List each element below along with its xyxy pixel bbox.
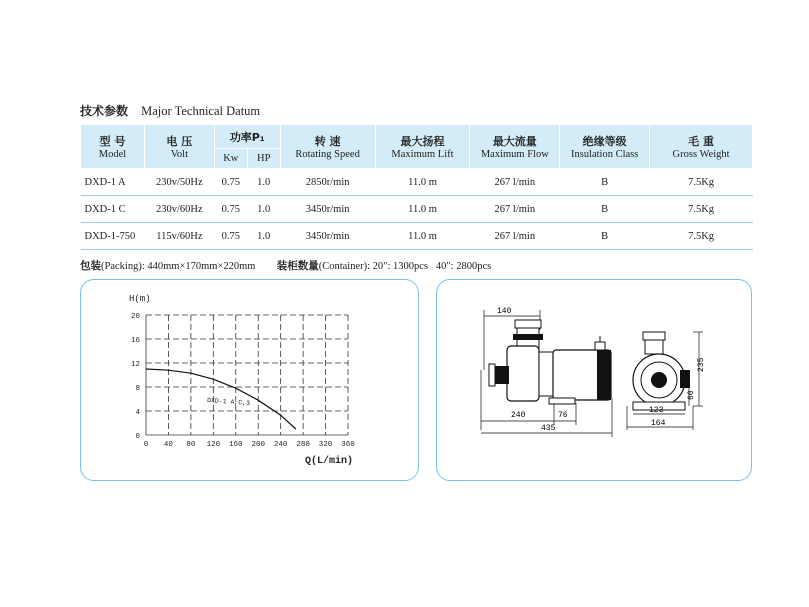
dim-123: 123	[649, 406, 664, 415]
y-tick-label: 12	[130, 361, 140, 369]
cell-flow: 267 l/min	[470, 169, 560, 196]
cell-insulation: B	[560, 169, 650, 196]
dim-240: 240	[511, 411, 526, 420]
cell-lift: 11.0 m	[375, 223, 470, 250]
x-tick-label: 280	[296, 441, 310, 449]
cell-flow: 267 l/min	[470, 196, 560, 223]
container-label-cn: 装柜数量	[276, 260, 319, 272]
cell-weight: 7.5Kg	[650, 223, 753, 250]
packing-label-cn: 包装	[80, 260, 101, 272]
pump-dimension-drawing	[437, 280, 751, 480]
header-speed: 转 速 Rotating Speed	[280, 125, 375, 169]
performance-curve-chart	[81, 280, 418, 480]
cell-volt: 115v/60Hz	[144, 223, 214, 250]
cell-speed: 3450r/min	[280, 196, 375, 223]
y-tick-label: 0	[135, 433, 140, 441]
header-hp: HP	[247, 149, 280, 169]
cell-lift: 11.0 m	[375, 169, 470, 196]
cell-volt: 230v/50Hz	[144, 169, 214, 196]
cell-insulation: B	[560, 223, 650, 250]
table-row	[81, 169, 753, 196]
table-row	[81, 196, 753, 223]
y-tick-label: 8	[135, 385, 140, 393]
packing-info	[80, 258, 491, 273]
y-axis-label: H(m)	[129, 294, 151, 304]
cell-volt: 230v/60Hz	[144, 196, 214, 223]
section-title-en: Major Technical Datum	[141, 104, 261, 118]
header-insulation: 绝缘等级 Insulation Class	[560, 125, 650, 169]
dim-60: 60	[687, 390, 696, 400]
cell-weight: 7.5Kg	[650, 196, 753, 223]
cell-hp: 1.0	[247, 169, 280, 196]
y-tick-label: 20	[130, 313, 140, 321]
x-tick-label: 160	[229, 441, 243, 449]
cell-kw: 0.75	[214, 223, 247, 250]
table-row	[81, 223, 753, 250]
x-tick-label: 0	[143, 441, 149, 449]
header-lift: 最大扬程 Maximum Lift	[375, 125, 470, 169]
header-model: 型 号 Model	[81, 125, 145, 169]
header-weight: 毛 重 Gross Weight	[650, 125, 753, 169]
x-axis-label: Q(L/min)	[305, 456, 354, 467]
header-power: 功率P₁	[214, 125, 280, 149]
cell-hp: 1.0	[247, 196, 280, 223]
x-tick-label: 320	[318, 441, 333, 449]
packing-text: (Packing): 440mm×170mm×220mm	[101, 261, 256, 272]
cell-kw: 0.75	[214, 196, 247, 223]
cell-insulation: B	[560, 196, 650, 223]
header-kw: Kw	[214, 149, 247, 169]
dimension-drawing-panel	[436, 279, 752, 481]
cell-model: DXD-1 C	[81, 196, 145, 223]
cell-speed: 2850r/min	[280, 169, 375, 196]
header-volt: 电 压 Volt	[144, 125, 214, 169]
cell-lift: 11.0 m	[375, 196, 470, 223]
container-text: (Container): 20": 1300pcs 40": 2800pcs	[318, 261, 492, 272]
dim-164: 164	[651, 419, 666, 428]
y-tick-label: 4	[135, 409, 140, 417]
cell-speed: 3450r/min	[280, 223, 375, 250]
dim-140: 140	[497, 307, 512, 316]
series-label: DXD-1 A,C,3	[206, 397, 251, 407]
section-title-cn: 技术参数	[80, 104, 129, 118]
cell-kw: 0.75	[214, 169, 247, 196]
cell-hp: 1.0	[247, 223, 280, 250]
technical-datum-table	[80, 124, 753, 250]
dim-435: 435	[541, 424, 556, 433]
x-tick-label: 80	[186, 441, 196, 449]
performance-curve-panel	[80, 279, 419, 481]
section-title	[80, 102, 260, 119]
cell-model: DXD-1-750	[81, 223, 145, 250]
y-tick-label: 16	[130, 337, 140, 345]
pump-side-view	[489, 320, 611, 404]
x-tick-label: 120	[206, 441, 221, 449]
cell-weight: 7.5Kg	[650, 169, 753, 196]
pump-front-view	[633, 332, 690, 410]
cell-flow: 267 l/min	[470, 223, 560, 250]
dim-76: 76	[558, 411, 568, 420]
cell-model: DXD-1 A	[81, 169, 145, 196]
x-tick-label: 200	[251, 441, 265, 449]
header-flow: 最大流量 Maximum Flow	[470, 125, 560, 169]
dim-235: 235	[697, 357, 706, 372]
x-tick-label: 360	[341, 441, 355, 449]
x-tick-label: 40	[163, 441, 173, 449]
x-tick-label: 240	[273, 441, 288, 449]
